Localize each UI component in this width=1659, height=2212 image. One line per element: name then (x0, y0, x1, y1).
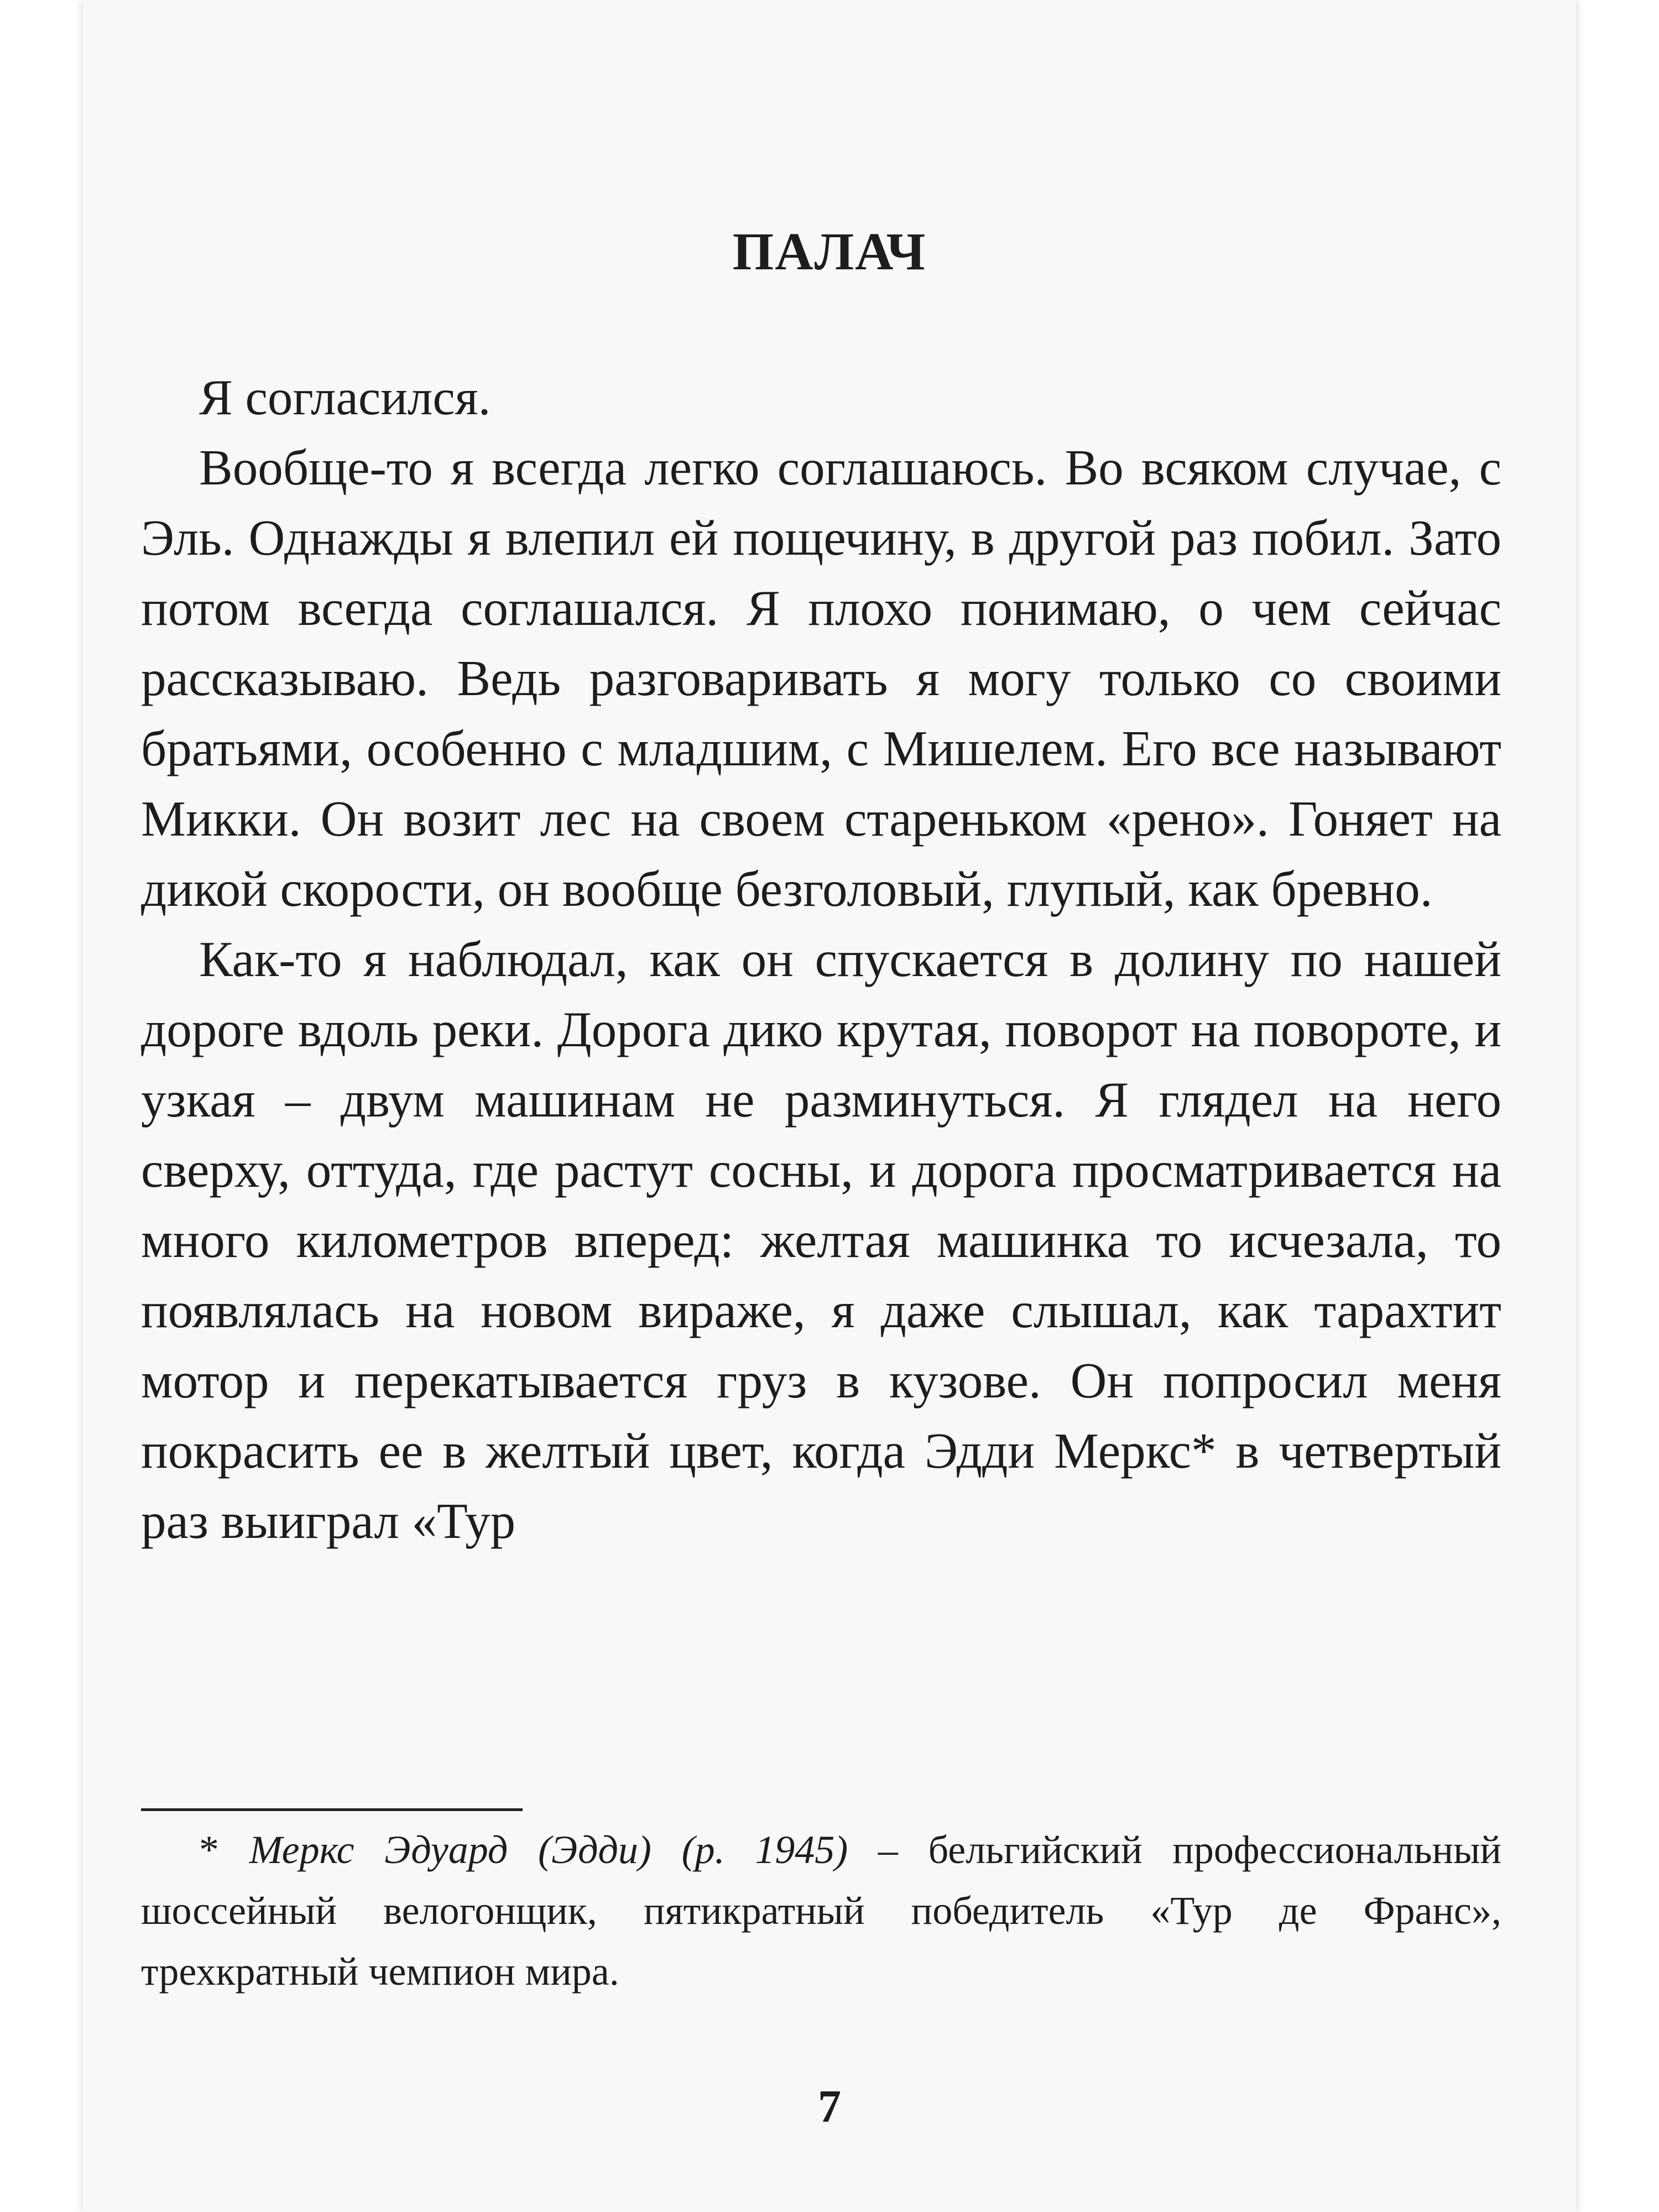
footnote-text: – бельгийский профессиональный шоссейный велогонщик, пятикратный победитель «Тур де Франс», трехкратный чемпион мира. (141, 1828, 1501, 1994)
footnote-marker: * (199, 1828, 219, 1872)
chapter-title: ПАЛАЧ (732, 222, 927, 281)
paragraph-2: Вообще-то я всегда легко соглашаюсь. Во всяком случае, с Эль. Однажды я влепил ей пощечину, в другой раз побил. Зато потом всегда соглашался. Я плохо понимаю, о чем сейчас рассказываю. Ведь разговаривать я могу только со своими братьями, особенно с младшим, с Мишелем. Его все называют Микки. Он возит лес на своем стареньком «рено». Гоняет на дикой скорости, он вообще безголовый, глупый, как бревно. (141, 440, 1501, 917)
paragraph-1: Я согласился. (199, 369, 491, 425)
footnote-divider (141, 1808, 523, 1811)
paragraph-3: Как-то я наблюдал, как он спускается в долину по нашей дороге вдоль реки. Дорога дико крутая, поворот на повороте, и узкая – двум машинам не разминуться. Я глядел на него сверху, оттуда, где растут сосны, и дорога просматривается на много километров вперед: желтая машинка то исчезала, то появлялась на новом вираже, я даже слышал, как тарахтит мотор и перекатывается груз в кузове. Он попросил меня покрасить ее в желтый цвет, когда Эдди Меркс* в четвертый раз выиграл «Тур (141, 931, 1501, 1549)
footnote (141, 1819, 1501, 2002)
body-text (141, 362, 1501, 1556)
page-number: 7 (818, 2081, 841, 2132)
footnote-italic-name: Меркс Эдуард (Эдди) (р. 1945) (249, 1828, 848, 1872)
